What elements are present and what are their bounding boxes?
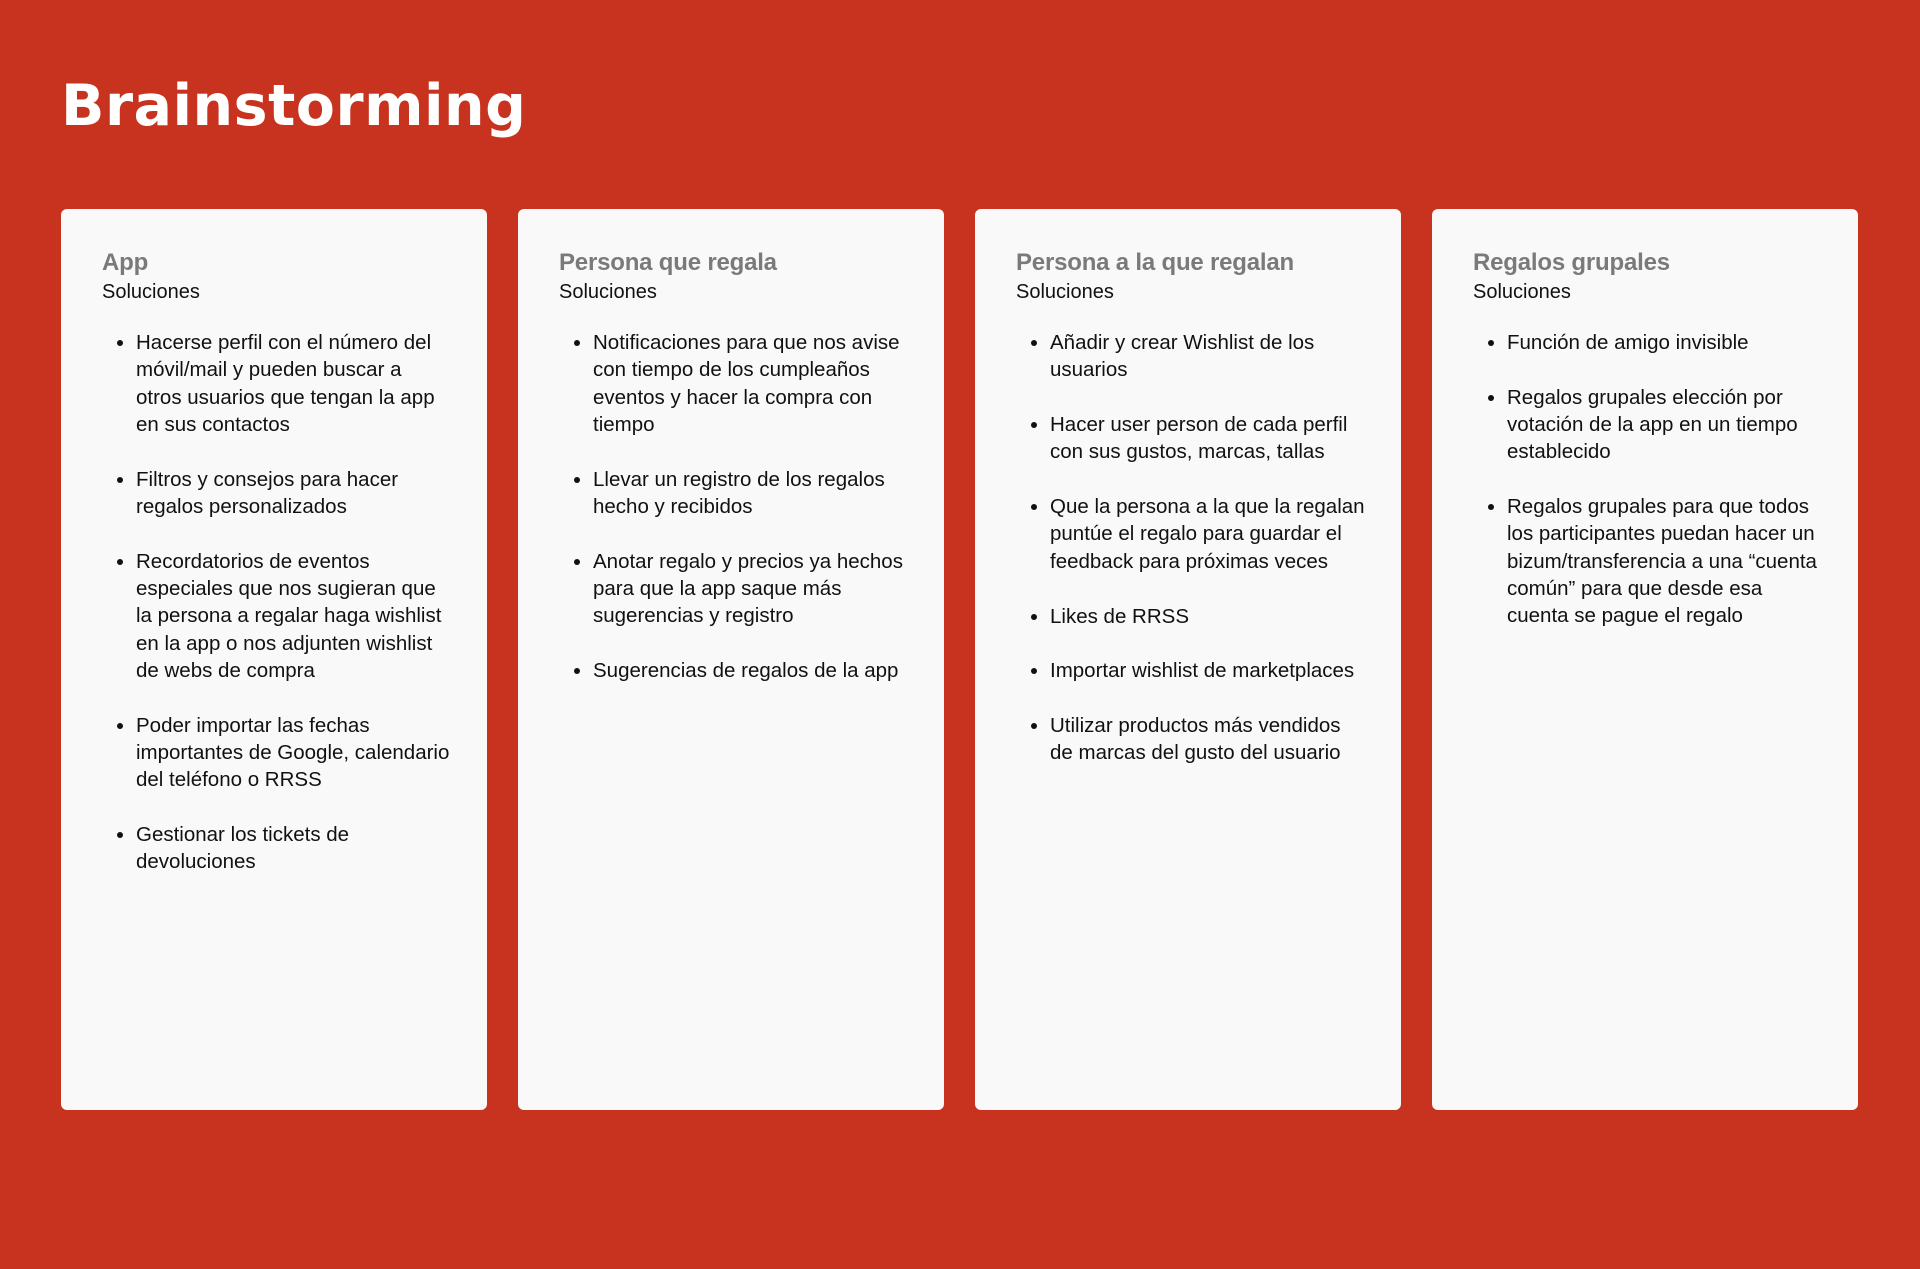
list-item: • Llevar un registro de los regalos hecho y recibidos (593, 466, 908, 521)
solutions-list (1473, 329, 1822, 630)
solutions-list (1016, 329, 1365, 767)
card-title: Persona que regala (559, 249, 777, 276)
list-item: • Poder importar las fechas importantes de Google, calendario del teléfono o RRSS (136, 712, 451, 794)
list-item: • Hacerse perfil con el número del móvil/mail y pueden buscar a otros usuarios que tengan la app en sus contactos (136, 329, 451, 438)
list-item: • Que la persona a la que la regalan puntúe el regalo para guardar el feedback para próximas veces (1050, 493, 1365, 575)
card-subtitle: Soluciones (1473, 281, 1571, 303)
card-title: Regalos grupales (1473, 249, 1670, 276)
card-subtitle: Soluciones (559, 281, 657, 303)
list-item: • Gestionar los tickets de devoluciones (136, 821, 451, 876)
cards-container (61, 209, 1858, 1110)
card-persona-a-la-que-regalan (975, 209, 1401, 1110)
list-item: • Likes de RRSS (1050, 603, 1365, 630)
list-item: • Importar wishlist de marketplaces (1050, 657, 1365, 684)
list-item: • Añadir y crear Wishlist de los usuarios (1050, 329, 1365, 384)
card-title: App (102, 249, 149, 276)
list-item: • Regalos grupales elección por votación de la app en un tiempo establecido (1507, 384, 1822, 466)
card-title: Persona a la que regalan (1016, 249, 1294, 276)
solutions-list (559, 329, 908, 684)
page-title: Brainstorming (61, 73, 527, 139)
list-item: • Anotar regalo y precios ya hechos para que la app saque más sugerencias y registro (593, 548, 908, 630)
solutions-list (102, 329, 451, 876)
list-item: • Hacer user person de cada perfil con sus gustos, marcas, tallas (1050, 411, 1365, 466)
list-item: • Regalos grupales para que todos los participantes puedan hacer un bizum/transferencia a una “cuenta común” para que desde esa cuenta se pague el regalo (1507, 493, 1822, 629)
card-subtitle: Soluciones (102, 281, 200, 303)
card-subtitle: Soluciones (1016, 281, 1114, 303)
list-item: • Recordatorios de eventos especiales que nos sugieran que la persona a regalar haga wishlist en la app o nos adjunten wishlist de webs de compra (136, 548, 451, 684)
card-persona-que-regala (518, 209, 944, 1110)
list-item: • Notificaciones para que nos avise con tiempo de los cumpleaños eventos y hacer la compra con tiempo (593, 329, 908, 438)
list-item: • Filtros y consejos para hacer regalos personalizados (136, 466, 451, 521)
list-item: • Sugerencias de regalos de la app (593, 657, 908, 684)
list-item: • Función de amigo invisible (1507, 329, 1822, 356)
card-regalos-grupales (1432, 209, 1858, 1110)
card-app (61, 209, 487, 1110)
list-item: • Utilizar productos más vendidos de marcas del gusto del usuario (1050, 712, 1365, 767)
